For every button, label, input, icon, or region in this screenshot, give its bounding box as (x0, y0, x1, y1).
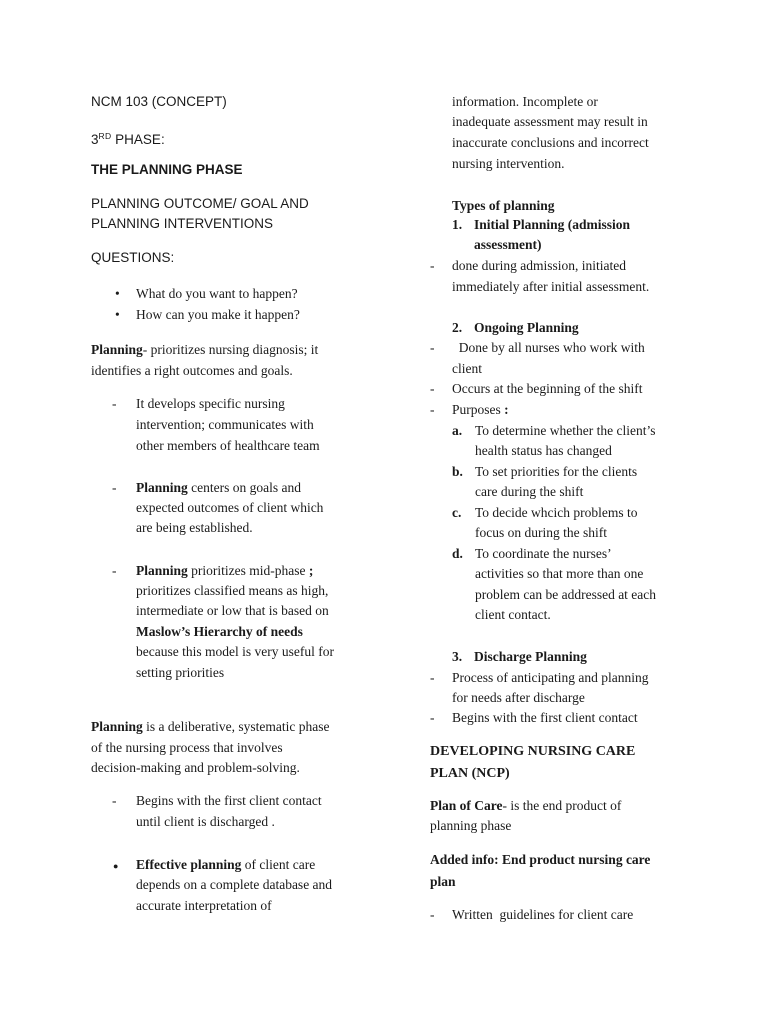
purpose-a-line-1: To determine whether the client’s (475, 423, 656, 438)
type-3-detail-1-line-1: Process of anticipating and planning (452, 670, 649, 685)
planning-term: Planning (136, 563, 188, 578)
continuation-line-4: nursing intervention. (452, 156, 565, 171)
purpose-d-line-4: client contact. (475, 607, 551, 622)
type-3-title: Discharge Planning (474, 649, 587, 664)
detail-3-line-3: intermediate or low that is based on (136, 603, 329, 618)
definition-text: - prioritizes nursing diagnosis; it (142, 342, 319, 357)
detail-text: prioritizes mid-phase (187, 563, 309, 578)
planning-term: Planning (91, 342, 143, 357)
detail-4-line-2: until client is discharged . (136, 814, 275, 829)
bullet-icon (115, 284, 120, 305)
planning-phase-title: THE PLANNING PHASE (91, 162, 243, 177)
purpose-c-line-1: To decide whcich problems to (475, 505, 638, 520)
type-1-title-line-2: assessment) (474, 237, 542, 252)
type-3-number: 3. (452, 649, 463, 664)
plan-of-care-line-1 (430, 796, 621, 817)
phase-heading (91, 126, 165, 151)
type-2-number: 2. (452, 320, 463, 335)
continuation-line-3: inaccurate conclusions and incorrect (452, 135, 649, 150)
question-2: How can you make it happen? (136, 307, 300, 322)
type-3-detail-1-line-2: for needs after discharge (452, 690, 585, 705)
purpose-c-line-2: focus on during the shift (475, 525, 607, 540)
purposes-label: Purposes (452, 402, 505, 417)
type-1-detail-line-2: immediately after initial assessment. (452, 279, 650, 294)
dash-marker: - (430, 258, 435, 273)
purpose-a-letter: a. (452, 423, 463, 438)
dash-marker: - (112, 793, 117, 808)
purpose-a-line-2: health status has changed (475, 443, 612, 458)
type-2-detail-1-line-2: client (452, 361, 482, 376)
purpose-d-line-2: activities so that more than one (475, 566, 644, 581)
course-code: NCM 103 (CONCEPT) (91, 94, 227, 109)
purpose-b-line-2: care during the shift (475, 484, 584, 499)
dash-marker: - (430, 710, 435, 725)
definition-text: - is the end product of (502, 798, 622, 813)
dash-marker: - (430, 907, 435, 922)
detail-2-line-1 (136, 478, 301, 499)
planning-term: Planning (91, 719, 143, 734)
types-of-planning-title: Types of planning (452, 198, 555, 213)
type-2-detail-1-line-1: Done by all nurses who work with (452, 340, 645, 355)
type-2-purposes (452, 400, 509, 421)
detail-3-line-2: prioritizes classified means as high, (136, 583, 329, 598)
subtitle-line-1: PLANNING OUTCOME/ GOAL AND (91, 196, 309, 211)
effective-planning-line-1 (136, 855, 315, 876)
planning-deliberative-line-3: decision-making and problem-solving. (91, 760, 300, 775)
continuation-line-1: information. Incomplete or (452, 94, 598, 109)
effective-planning-line-3: accurate interpretation of (136, 898, 272, 913)
dash-marker: - (430, 670, 435, 685)
dash-marker: - (112, 480, 117, 495)
purpose-d-line-1: To coordinate the nurses’ (475, 546, 612, 561)
semicolon: ; (308, 563, 314, 578)
purpose-d-line-3: problem can be addressed at each (475, 587, 657, 602)
purpose-b-line-1: To set priorities for the clients (475, 464, 638, 479)
detail-3-line-6: setting priorities (136, 665, 225, 680)
detail-2-line-3: are being established. (136, 520, 253, 535)
type-3-detail-2: Begins with the first client contact (452, 710, 638, 725)
added-info-line-1: Added info: End product nursing care (430, 852, 651, 867)
type-1-number: 1. (452, 217, 463, 232)
dash-marker: - (430, 340, 435, 355)
type-2-title: Ongoing Planning (474, 320, 579, 335)
phase-superscript: RD (98, 131, 112, 141)
planning-deliberative-line-1 (91, 717, 329, 738)
phase-word: PHASE: (115, 132, 165, 147)
subtitle-line-2: PLANNING INTERVENTIONS (91, 216, 274, 231)
planning-deliberative-line-2: of the nursing process that involves (91, 740, 283, 755)
dash-marker: - (430, 402, 435, 417)
purpose-d-letter: d. (452, 546, 463, 561)
dash-marker: - (112, 396, 117, 411)
detail-1-line-1: It develops specific nursing (136, 396, 285, 411)
detail-1-line-3: other members of healthcare team (136, 438, 320, 453)
purposes-colon: : (504, 402, 509, 417)
planning-definition-line-1 (91, 340, 318, 361)
dash-marker: - (430, 381, 435, 396)
ncp-heading-line-2: PLAN (NCP) (430, 766, 510, 781)
effective-planning-line-2: depends on a complete database and (136, 877, 333, 892)
question-1: What do you want to happen? (136, 286, 298, 301)
ncp-heading-line-1: DEVELOPING NURSING CARE (430, 744, 636, 759)
definition-text: is a deliberative, systematic phase (142, 719, 330, 734)
detail-1-line-2: intervention; communicates with (136, 417, 314, 432)
questions-label: QUESTIONS: (91, 250, 175, 265)
dash-marker: - (112, 563, 117, 578)
detail-text: centers on goals and (187, 480, 301, 495)
written-guidelines: Written guidelines for client care (452, 907, 634, 922)
added-info-line-2: plan (430, 874, 456, 889)
detail-2-line-2: expected outcomes of client which (136, 500, 324, 515)
detail-3-line-1 (136, 561, 313, 582)
planning-definition-line-2: identifies a right outcomes and goals. (91, 363, 293, 378)
type-1-title-line-1: Initial Planning (admission (474, 217, 631, 232)
purpose-b-letter: b. (452, 464, 463, 479)
type-2-detail-2: Occurs at the beginning of the shift (452, 381, 643, 396)
plan-of-care-term: Plan of Care (430, 798, 503, 813)
type-1-detail-line-1: done during admission, initiated (452, 258, 626, 273)
detail-3-line-5: because this model is very useful for (136, 644, 334, 659)
detail-text: of client care (241, 857, 316, 872)
effective-planning-term: Effective planning (136, 857, 242, 872)
phase-number: 3 (91, 132, 99, 147)
maslow-hierarchy: Maslow’s Hierarchy of needs (136, 624, 303, 639)
purpose-c-letter: c. (452, 505, 462, 520)
bullet-icon (115, 305, 120, 326)
detail-4-line-1: Begins with the first client contact (136, 793, 322, 808)
plan-of-care-line-2: planning phase (430, 818, 512, 833)
bullet-icon (113, 855, 118, 877)
continuation-line-2: inadequate assessment may result in (452, 114, 648, 129)
planning-term: Planning (136, 480, 188, 495)
